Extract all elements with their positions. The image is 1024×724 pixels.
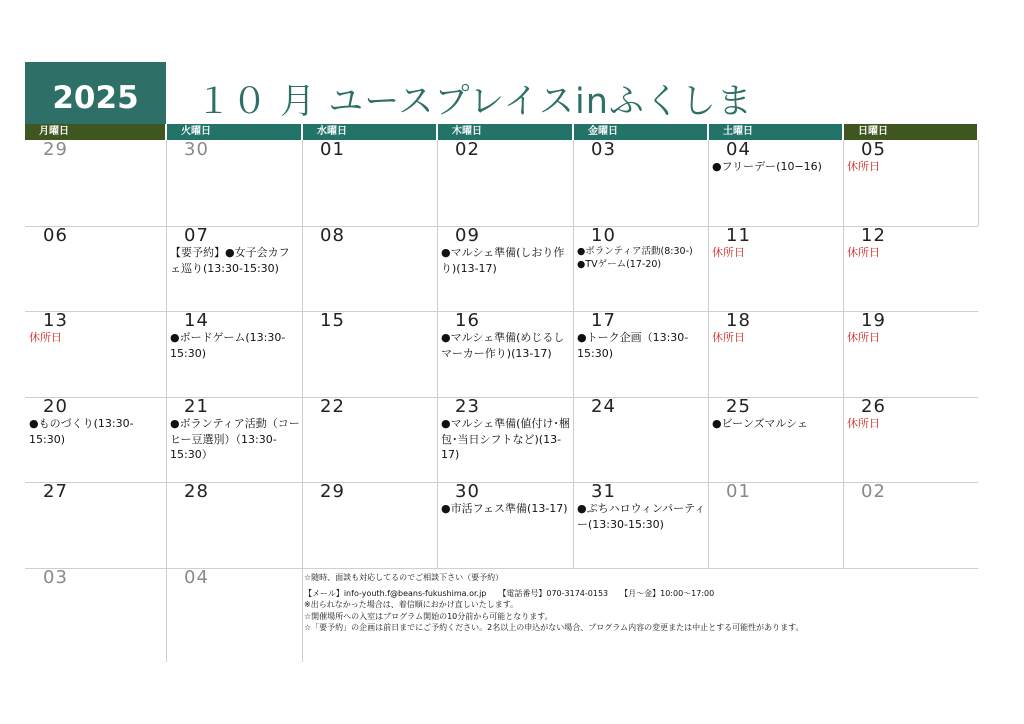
day-cell: [166, 397, 302, 482]
event-list: [441, 501, 571, 517]
day-number: 06: [43, 225, 68, 246]
day-cell: [302, 397, 437, 482]
event-item: ●TVゲーム(17-20): [577, 259, 662, 270]
day-number: 25: [726, 396, 751, 417]
day-cell: [302, 482, 437, 568]
day-number: 03: [591, 139, 616, 160]
day-number: 16: [455, 310, 480, 331]
closed-day-label: 休所日: [712, 246, 745, 259]
day-number: 03: [43, 567, 68, 588]
grid-col-divider: [978, 140, 979, 226]
day-cell: [166, 568, 302, 662]
closed-day-label: 休所日: [29, 331, 62, 344]
event-list: [712, 330, 841, 346]
event-item: ●ボランティア活動（コーヒー豆選別）（13:30-15:30）: [170, 417, 300, 461]
day-number: 04: [184, 567, 209, 588]
day-cell: [302, 140, 437, 226]
day-cell: [843, 226, 978, 311]
event-list: [712, 416, 841, 432]
day-number: 19: [861, 310, 886, 331]
day-cell: [843, 140, 978, 226]
day-cell: [573, 226, 708, 311]
day-number: 24: [591, 396, 616, 417]
day-cell: [573, 482, 708, 568]
event-item: 【要予約】●女子会カフェ巡り(13:30-15:30): [170, 246, 290, 275]
day-cell: [166, 311, 302, 397]
closed-day-label: 休所日: [847, 331, 880, 344]
day-number: 30: [184, 139, 209, 160]
event-list: [170, 330, 300, 361]
weekday-header-2: 水曜日: [303, 124, 436, 140]
day-number: 13: [43, 310, 68, 331]
day-cell: [437, 397, 573, 482]
day-cell: [166, 482, 302, 568]
day-cell: [25, 482, 166, 568]
closed-day-label: 休所日: [847, 246, 880, 259]
event-list: [170, 416, 300, 463]
event-item: ●ボードゲーム(13:30-15:30): [170, 331, 286, 360]
event-item: ●マルシェ準備(値付け･梱包･当日シフトなど)(13-17): [441, 417, 570, 461]
event-item: ●ぷちハロウィンパーティー(13:30-15:30): [577, 502, 706, 531]
closed-day-label: 休所日: [847, 417, 880, 430]
event-list: [577, 501, 706, 532]
event-list: [847, 330, 976, 346]
day-number: 26: [861, 396, 886, 417]
day-number: 17: [591, 310, 616, 331]
day-number: 04: [726, 139, 751, 160]
day-cell: [708, 311, 843, 397]
event-list: [441, 245, 571, 276]
day-number: 21: [184, 396, 209, 417]
day-cell: [843, 397, 978, 482]
event-list: [29, 416, 164, 447]
note-entry-time: ☆開催場所への入室はプログラム開始の10分前から可能となります。: [304, 611, 553, 621]
event-list: [441, 416, 571, 463]
day-number: 30: [455, 481, 480, 502]
event-list: [29, 330, 164, 346]
day-number: 01: [726, 481, 751, 502]
day-number: 11: [726, 225, 751, 246]
day-cell: [25, 140, 166, 226]
note-reservation: ☆「要予約」の企画は前日までにご予約ください。2名以上の申込がない場合、プログラム内容の変更または中止とする可能性があります。: [304, 623, 804, 632]
event-item: ●ボランティア活動(8:30-): [577, 246, 693, 257]
day-number: 08: [320, 225, 345, 246]
day-cell: [437, 482, 573, 568]
day-cell: [708, 140, 843, 226]
day-cell: [573, 311, 708, 397]
weekday-header-4: 金曜日: [574, 124, 707, 140]
page-title: １０ 月 ユースプレイスinふくしま: [196, 82, 753, 122]
day-number: 22: [320, 396, 345, 417]
day-number: 10: [591, 225, 616, 246]
day-cell: [437, 311, 573, 397]
day-number: 27: [43, 481, 68, 502]
day-cell: [302, 226, 437, 311]
weekday-header-6: 日曜日: [844, 124, 977, 140]
day-cell: [25, 397, 166, 482]
event-list: [847, 416, 976, 432]
day-number: 20: [43, 396, 68, 417]
day-cell: [302, 311, 437, 397]
event-list: [441, 330, 571, 361]
event-item: ●マルシェ準備(しおり作り)(13-17): [441, 246, 565, 275]
year-badge: 2025: [25, 62, 166, 124]
event-list: [577, 245, 706, 271]
closed-day-label: 休所日: [847, 160, 880, 173]
weekday-header-1: 火曜日: [167, 124, 301, 140]
event-list: [170, 245, 300, 276]
event-list: [847, 245, 976, 261]
event-list: [712, 245, 841, 261]
day-cell: [437, 226, 573, 311]
day-number: 29: [320, 481, 345, 502]
event-list: [577, 330, 706, 361]
event-list: [712, 159, 841, 175]
grid-col-divider: [302, 568, 303, 662]
day-cell: [843, 482, 978, 568]
day-number: 28: [184, 481, 209, 502]
day-cell: [708, 482, 843, 568]
note-contact: 【メール】info-youth.f@beans-fukushima.or.jp 【電話番号】070-3174-0153 【月～金】10:00～17:00: [304, 588, 715, 598]
day-cell: [573, 397, 708, 482]
day-number: 01: [320, 139, 345, 160]
day-number: 18: [726, 310, 751, 331]
closed-day-label: 休所日: [712, 331, 745, 344]
day-number: 05: [861, 139, 886, 160]
day-number: 14: [184, 310, 209, 331]
day-cell: [166, 226, 302, 311]
note-consultation: ☆随時、面談も対応してるのでご相談下さい（要予約）: [304, 573, 504, 582]
day-number: 29: [43, 139, 68, 160]
day-number: 23: [455, 396, 480, 417]
weekday-header-3: 木曜日: [438, 124, 572, 140]
day-cell: [573, 140, 708, 226]
event-item: ●フリーデー(10−16): [712, 160, 822, 173]
day-cell: [25, 568, 166, 662]
day-cell: [166, 140, 302, 226]
event-item: ●ものづくり(13:30-15:30): [29, 417, 134, 446]
event-item: ●市活フェス準備(13-17): [441, 502, 568, 515]
weekday-header-5: 土曜日: [709, 124, 842, 140]
day-number: 15: [320, 310, 345, 331]
event-item: ●ビーンズマルシェ: [712, 417, 808, 430]
day-number: 31: [591, 481, 616, 502]
event-list: [847, 159, 976, 175]
event-item: ●マルシェ準備(めじるしマーカー作り)(13-17): [441, 331, 565, 360]
day-number: 07: [184, 225, 209, 246]
day-cell: [25, 226, 166, 311]
note-callback: ※出られなかった場合は、着信順におかけ直しいたします。: [304, 600, 519, 609]
day-cell: [708, 226, 843, 311]
day-number: 02: [455, 139, 480, 160]
event-item: ●トーク企画（13:30-15:30): [577, 331, 689, 360]
day-cell: [843, 311, 978, 397]
day-number: 09: [455, 225, 480, 246]
day-cell: [437, 140, 573, 226]
day-cell: [708, 397, 843, 482]
weekday-header-0: 月曜日: [25, 124, 165, 140]
day-cell: [25, 311, 166, 397]
day-number: 12: [861, 225, 886, 246]
day-number: 02: [861, 481, 886, 502]
notes-block: [304, 572, 974, 634]
